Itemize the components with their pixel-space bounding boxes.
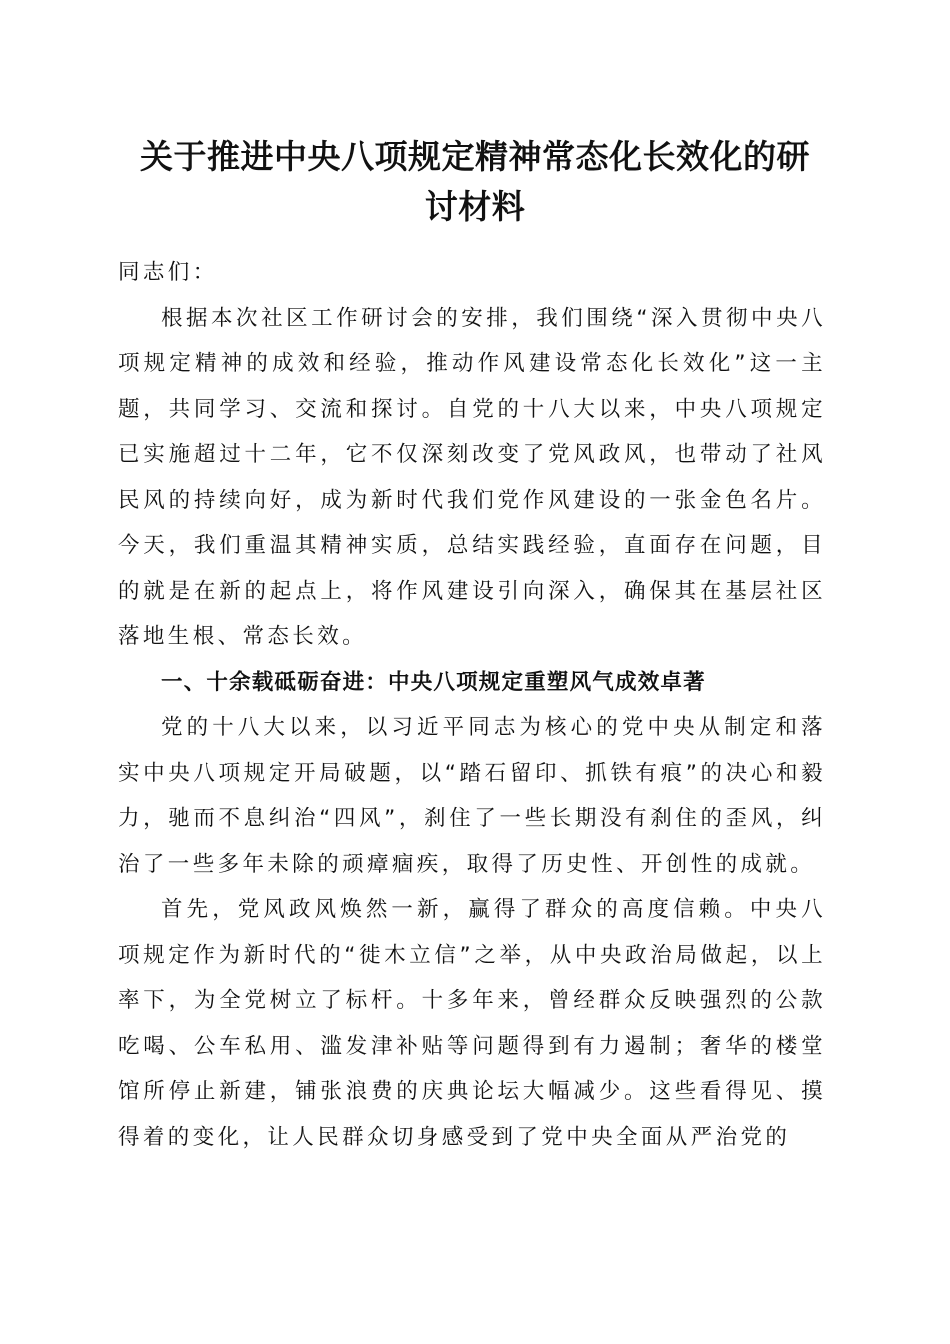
document-title xyxy=(110,132,840,232)
title-line-1: 关于推进中央八项规定精神常态化长效化的研 xyxy=(140,137,810,176)
section1-paragraph-2: 首先，党风政风焕然一新，赢得了群众的高度信赖。中央八项规定作为新时代的“徙木立信”之举，从中央政治局做起，以上率下，为全党树立了标杆。十多年来，曾经群众反映强烈的公款吃喝、公车私用、滥发津补贴等问题得到有力遏制；奢华的楼堂馆所停止新建，铺张浪费的庆典论坛大幅减少。这些看得见、摸得着的变化，让人民群众切身感受到了党中央全面从严治党的 xyxy=(118,897,826,1150)
salutation: 同志们： xyxy=(118,260,218,285)
intro-paragraph: 根据本次社区工作研讨会的安排，我们围绕“深入贯彻中央八项规定精神的成效和经验，推动作风建设常态化长效化”这一主题，共同学习、交流和探讨。自党的十八大以来，中央八项规定已实施超过十二年，它不仅深刻改变了党风政风，也带动了社风民风的持续向好，成为新时代我们党作风建设的一张金色名片。今天，我们重温其精神实质，总结实践经验，直面存在问题，目的就是在新的起点上，将作风建设引向深入，确保其在基层社区落地生根、常态长效。 xyxy=(118,305,826,649)
section1-paragraph-1: 党的十八大以来，以习近平同志为核心的党中央从制定和落实中央八项规定开局破题，以“踏石留印、抓铁有痕”的决心和毅力，驰而不息纠治“四风”，刹住了一些长期没有刹住的歪风，纠治了一些多年未除的顽瘴痼疾，取得了历史性、开创性的成就。 xyxy=(118,715,826,877)
section-heading-1: 一、十余载砥砺奋进：中央八项规定重塑风气成效卓著 xyxy=(161,669,706,695)
document-body xyxy=(118,250,826,1160)
title-line-2: 讨材料 xyxy=(424,187,526,226)
